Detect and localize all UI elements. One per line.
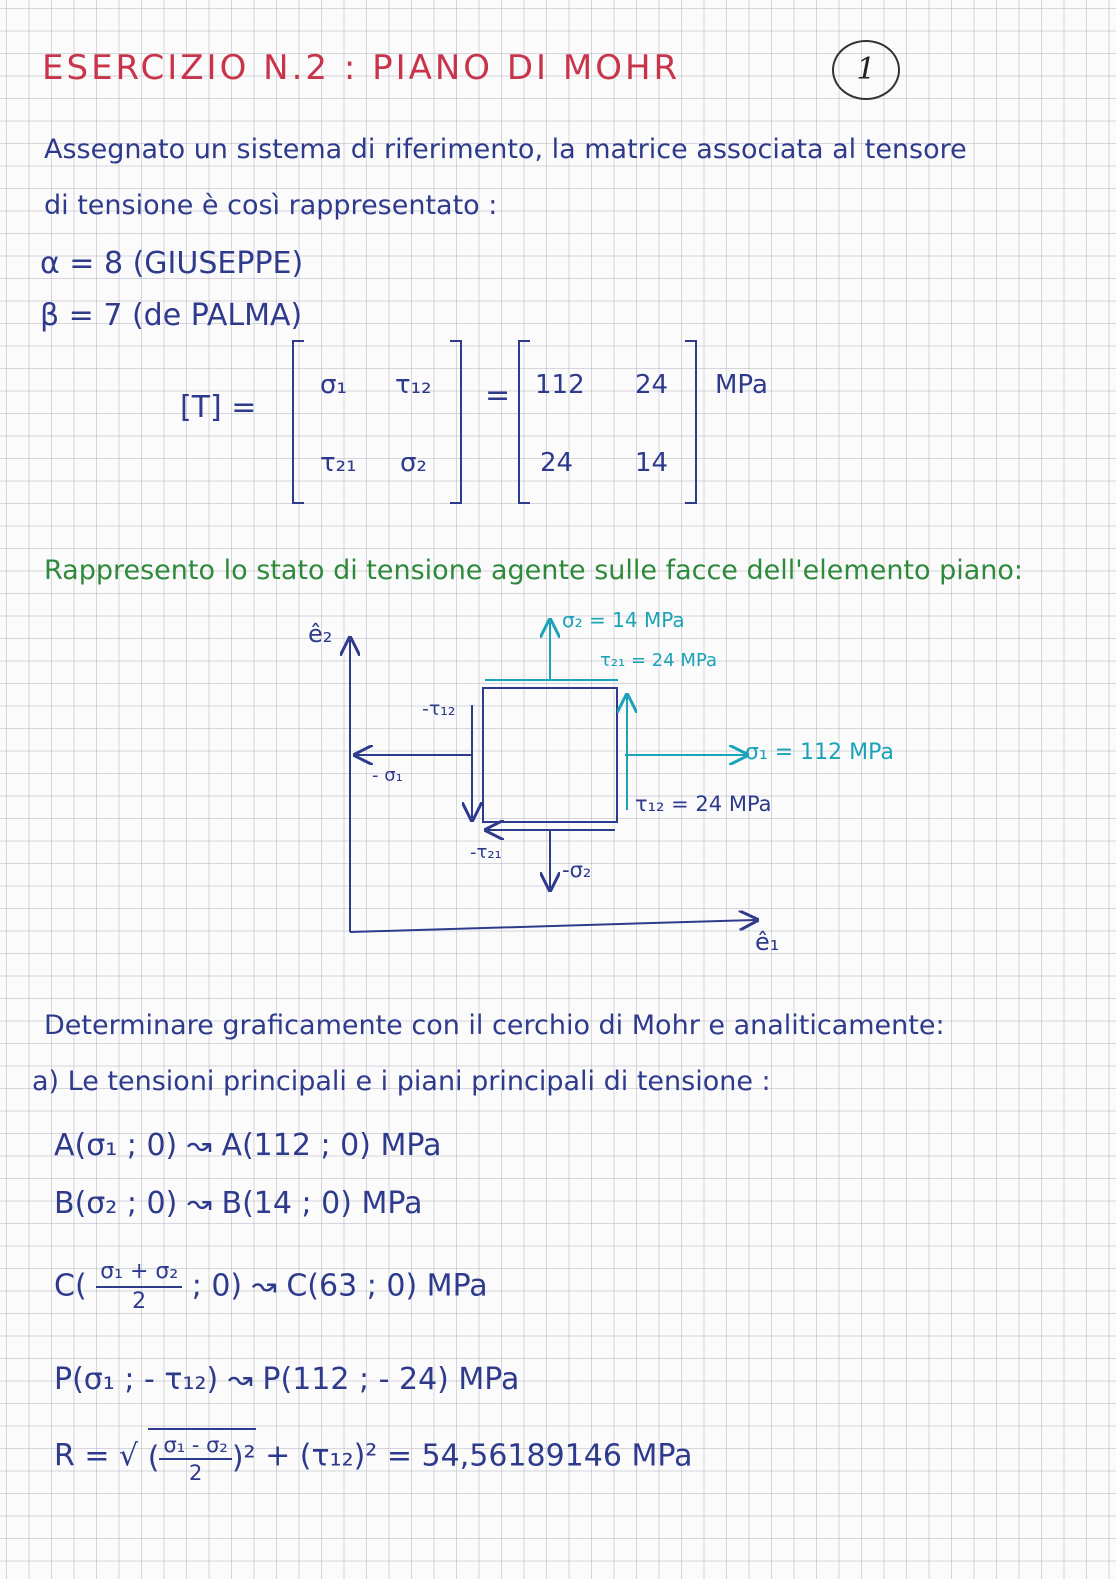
radius-prefix: R = √ — [54, 1438, 139, 1474]
matrix-val-12: 24 — [635, 370, 669, 400]
matrix-bracket-left-2 — [518, 340, 530, 504]
radius-fraction — [159, 1432, 231, 1486]
matrix-bracket-right-2 — [685, 340, 697, 504]
matrix-val-21: 24 — [540, 448, 574, 478]
neg-sigma1-label: - σ₁ — [372, 765, 403, 786]
axis-e2-label: ê₂ — [308, 620, 333, 648]
matrix-sym-12: τ₁₂ — [395, 370, 432, 400]
question-a: a) Le tensioni principali e i piani principali di tensione : — [32, 1066, 771, 1097]
matrix-equals: = — [485, 378, 511, 413]
alpha-definition: α = 8 (GIUSEPPE) — [40, 246, 304, 281]
radius-radicand: ( $\frac{\text{σ₁ - σ₂}}{2}$ )² — [148, 1428, 256, 1486]
stress-state-heading: Rappresento lo stato di tensione agente sulle facce dell'elemento piano: — [44, 555, 1024, 586]
point-b-equation: B(σ₂ ; 0) ↝ B(14 ; 0) MPa — [54, 1186, 423, 1221]
point-p-equation: P(σ₁ ; - τ₁₂) ↝ P(112 ; - 24) MPa — [54, 1362, 520, 1397]
axis-e1-label: ê₁ — [755, 928, 780, 956]
page-number: 1 — [832, 40, 900, 100]
radius-numerator: σ₁ - σ₂ — [159, 1432, 231, 1460]
mohr-instruction: Determinare graficamente con il cerchio di Mohr e analiticamente: — [44, 1010, 945, 1041]
sigma2-label: σ₂ = 14 MPa — [562, 608, 685, 632]
radius-equation — [54, 1428, 693, 1486]
matrix-lhs: [T] = — [180, 390, 257, 425]
point-c-equation — [54, 1258, 488, 1316]
intro-line-2: di tensione è così rappresentato : — [44, 190, 498, 221]
matrix-val-22: 14 — [635, 448, 669, 478]
matrix-sym-22: σ₂ — [400, 448, 427, 478]
tau21-label: τ₂₁ = 24 MPa — [600, 650, 718, 671]
stress-element-square — [483, 688, 617, 822]
beta-definition: β = 7 (de PALMA) — [40, 298, 303, 333]
matrix-sym-21: τ₂₁ — [320, 448, 357, 478]
neg-sigma2-label: -σ₂ — [562, 858, 592, 882]
intro-line-1: Assegnato un sistema di riferimento, la matrice associata al tensore — [44, 134, 967, 165]
exercise-title: ESERCIZIO N.2 : PIANO DI MOHR — [42, 48, 681, 88]
axis-e1 — [350, 920, 755, 932]
neg-tau21-label: -τ₂₁ — [470, 842, 502, 863]
point-c-suffix: ; 0) ↝ C(63 ; 0) MPa — [191, 1268, 488, 1304]
point-c-numerator: σ₁ + σ₂ — [96, 1258, 182, 1288]
point-c-fraction — [96, 1258, 182, 1316]
matrix-bracket-left-1 — [292, 340, 304, 504]
sigma1-label: σ₁ = 112 MPa — [745, 740, 894, 765]
stress-element-diagram — [300, 600, 894, 970]
point-c-denominator: 2 — [132, 1289, 147, 1314]
matrix-val-11: 112 — [535, 370, 585, 400]
matrix-bracket-right-1 — [450, 340, 462, 504]
radius-denominator: 2 — [188, 1461, 203, 1485]
matrix-unit: MPa — [715, 370, 768, 400]
neg-tau12-label: -τ₁₂ — [422, 698, 456, 720]
radius-suffix: + (τ₁₂)² = 54,56189146 MPa — [265, 1438, 693, 1474]
point-a-equation: A(σ₁ ; 0) ↝ A(112 ; 0) MPa — [54, 1128, 442, 1163]
matrix-sym-11: σ₁ — [320, 370, 347, 400]
stress-matrix — [180, 340, 820, 510]
tau12-label: τ₁₂ = 24 MPa — [635, 792, 772, 816]
point-c-prefix: C( — [54, 1268, 87, 1304]
